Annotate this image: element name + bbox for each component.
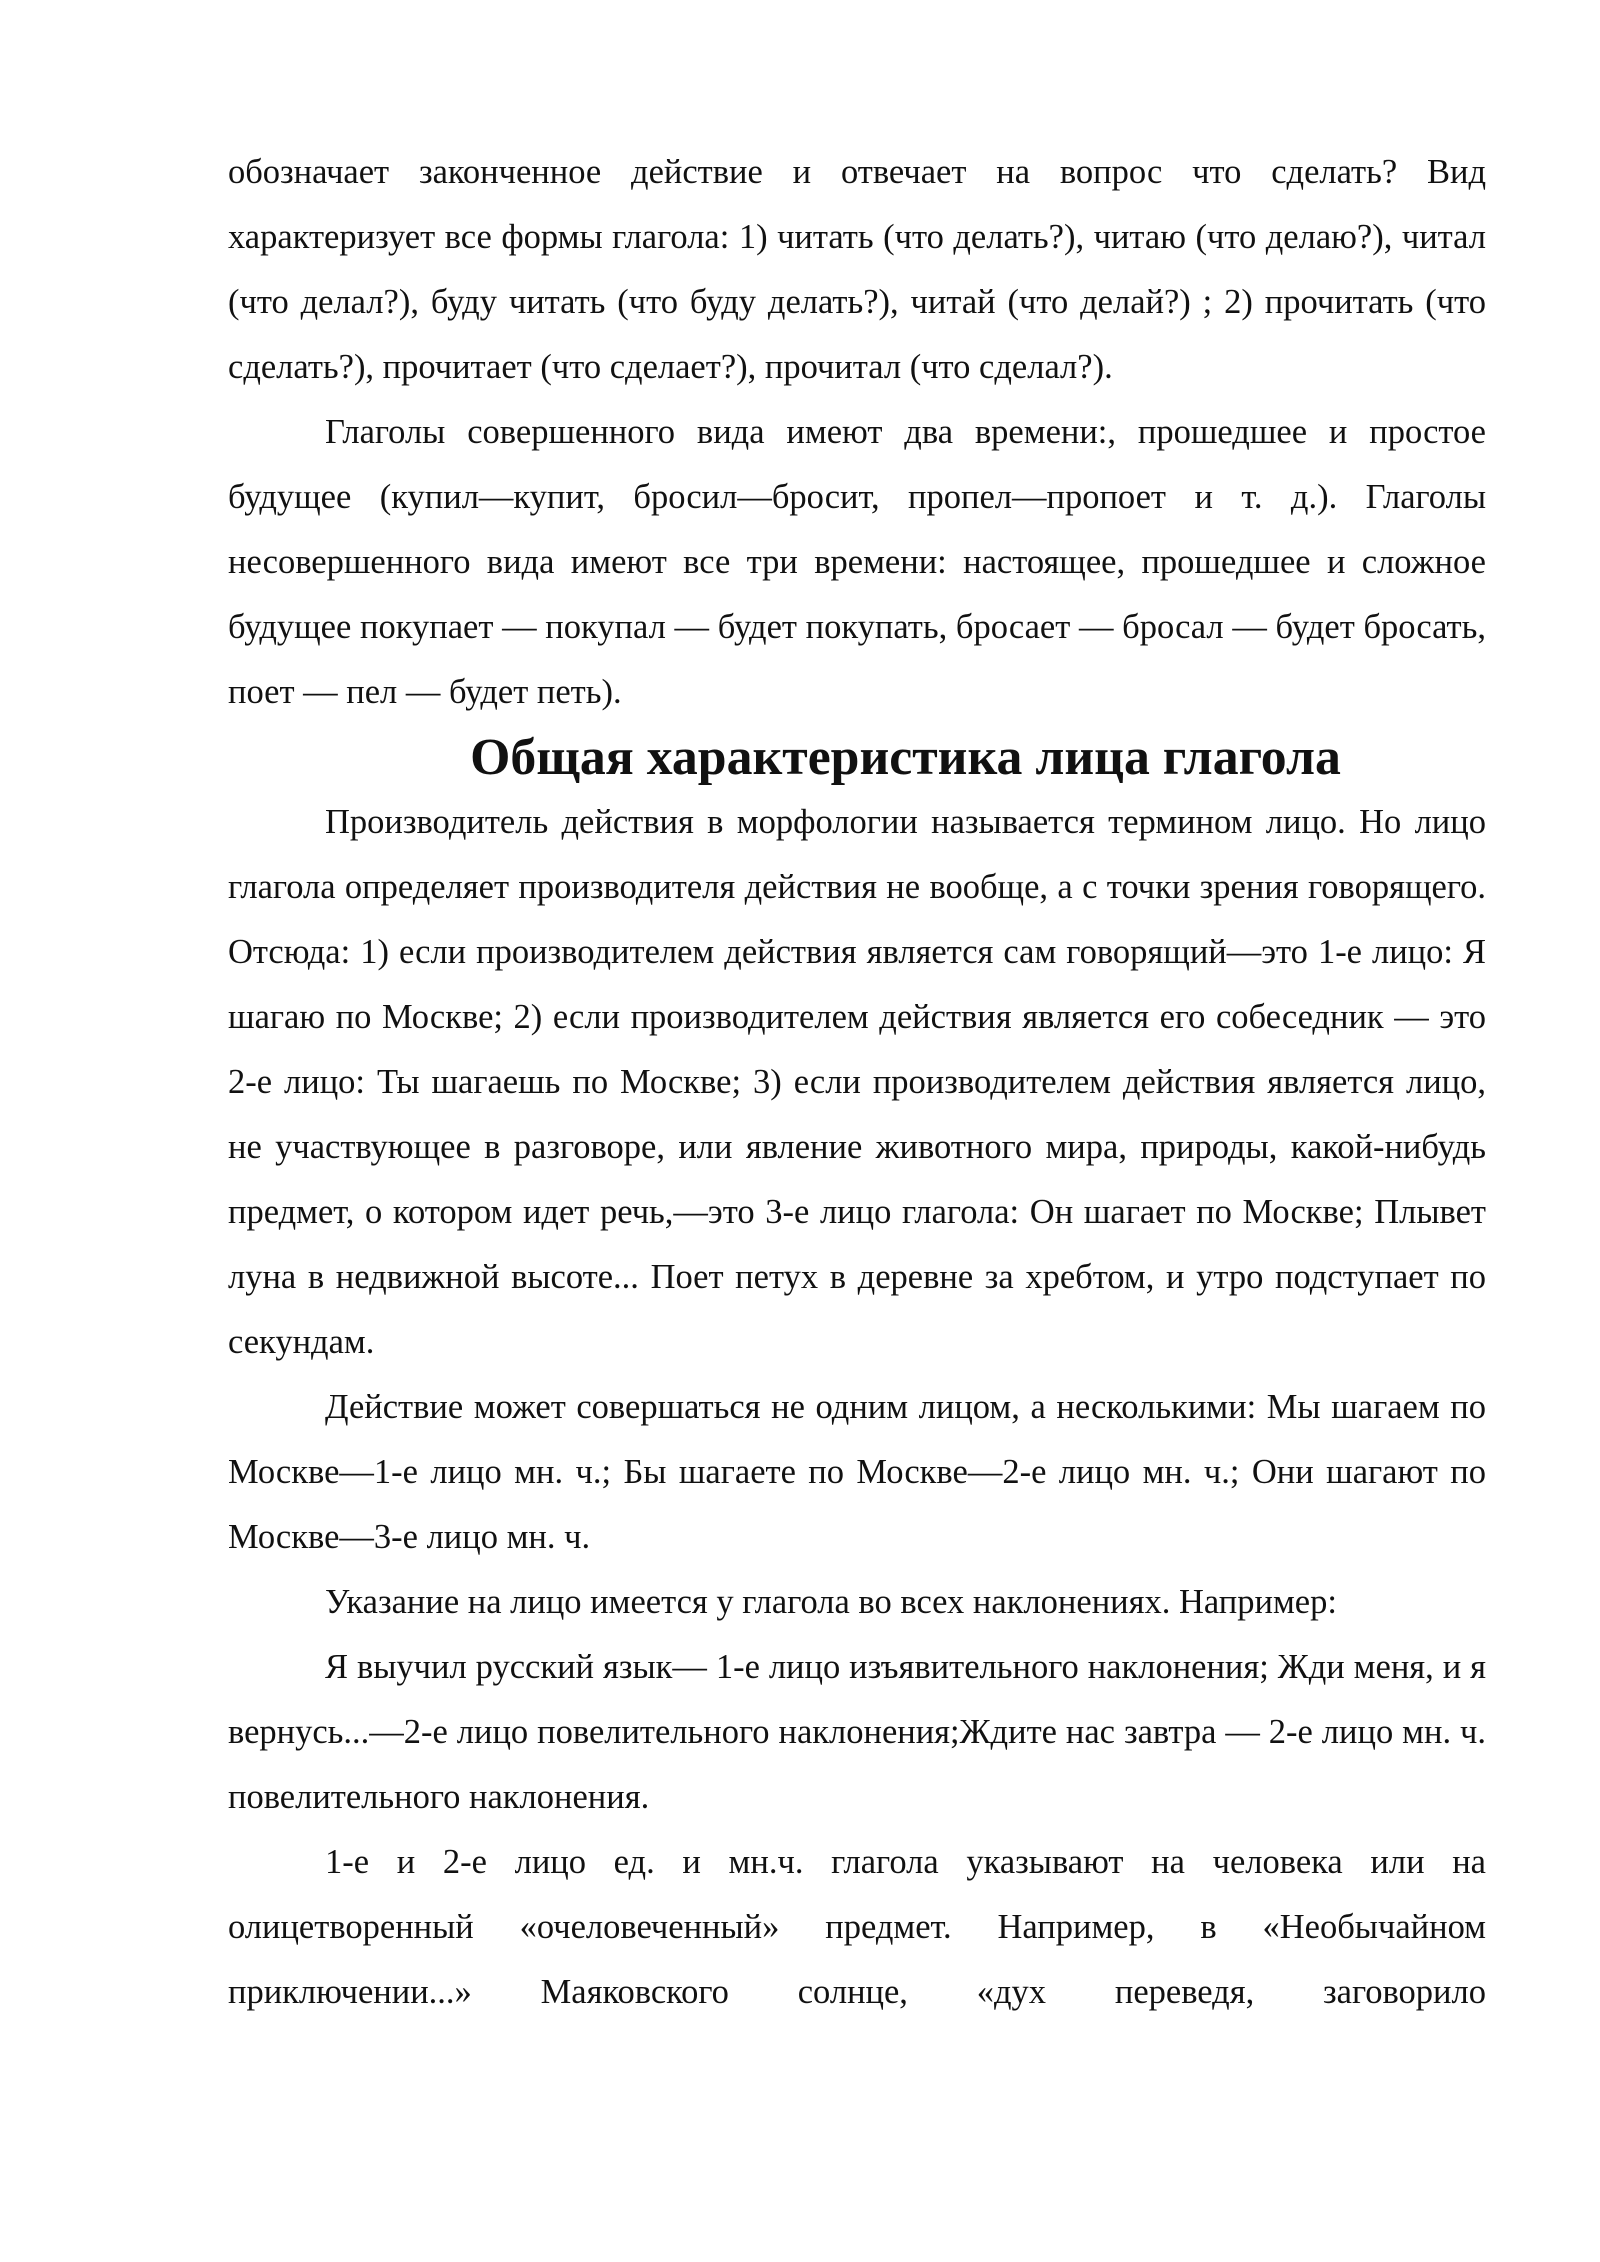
section-heading: Общая характеристика лица глагола <box>470 729 1341 786</box>
paragraph-verb-tenses: Глаголы совершенного вида имеют два времени:, прошедшее и простое будущее (купил—купит, бросил—бросит, пропел—пропоет и т. д.). Глаголы несовершенного вида имеют все три времени: настоящее, прошедшее и сложное будущее покупает — покупал — будет покупать, бросает — бросал — будет бросать, поет — пел — будет петь). <box>228 413 1486 711</box>
paragraph-plural-person: Действие может совершаться не одним лицом, а несколькими: Мы шагаем по Москве—1-е лицо мн. ч.; Бы шагаете по Москве—2-е лицо мн. ч.; Они шагают по Москве—3-е лицо мн. ч. <box>228 1388 1486 1556</box>
document-page <box>228 140 1486 2025</box>
paragraph-person-in-moods: Указание на лицо имеется у глагола во всех наклонениях. Например: <box>325 1583 1337 1621</box>
paragraph-mood-examples: Я выучил русский язык— 1-е лицо изъявительного наклонения; Жди меня, и я вернусь...—2-е лицо повелительного наклонения;Ждите нас завтра — 2-е лицо мн. ч. повелительного наклонения. <box>228 1648 1486 1816</box>
paragraph-verb-person-definition: Производитель действия в морфологии называется термином лицо. Но лицо глагола определяет производителя действия не вообще, а с точки зрения говорящего. Отсюда: 1) если производителем действия является сам говорящий—это 1-е лицо: Я шагаю по Москве; 2) если производителем действия является его собеседник — это 2-е лицо: Ты шагаешь по Москве; 3) если производителем действия является лицо, не участвующее в разговоре, или явление животного мира, природы, какой-нибудь предмет, о котором идет речь,—это 3-е лицо глагола: Он шагает по Москве; Плывет луна в недвижной высоте... Поет петух в деревне за хребтом, и утро подступает по секундам. <box>228 803 1486 1361</box>
paragraph-personified-subject: 1-е и 2-е лицо ед. и мн.ч. глагола указывают на человека или на олицетворенный «очеловеченный» предмет. Например, в «Необычайном приключении...» Маяковского солнце, «дух переведя, заговорило <box>228 1843 1486 2011</box>
paragraph-verb-aspect-forms: обозначает законченное действие и отвечает на вопрос что сделать? Вид характеризует все формы глагола: 1) читать (что делать?), читаю (что делаю?), читал (что делал?), буду читать (что буду делать?), читай (что делай?) ; 2) прочитать (что сделать?), прочитает (что сделает?), прочитал (что сделал?). <box>228 153 1486 386</box>
